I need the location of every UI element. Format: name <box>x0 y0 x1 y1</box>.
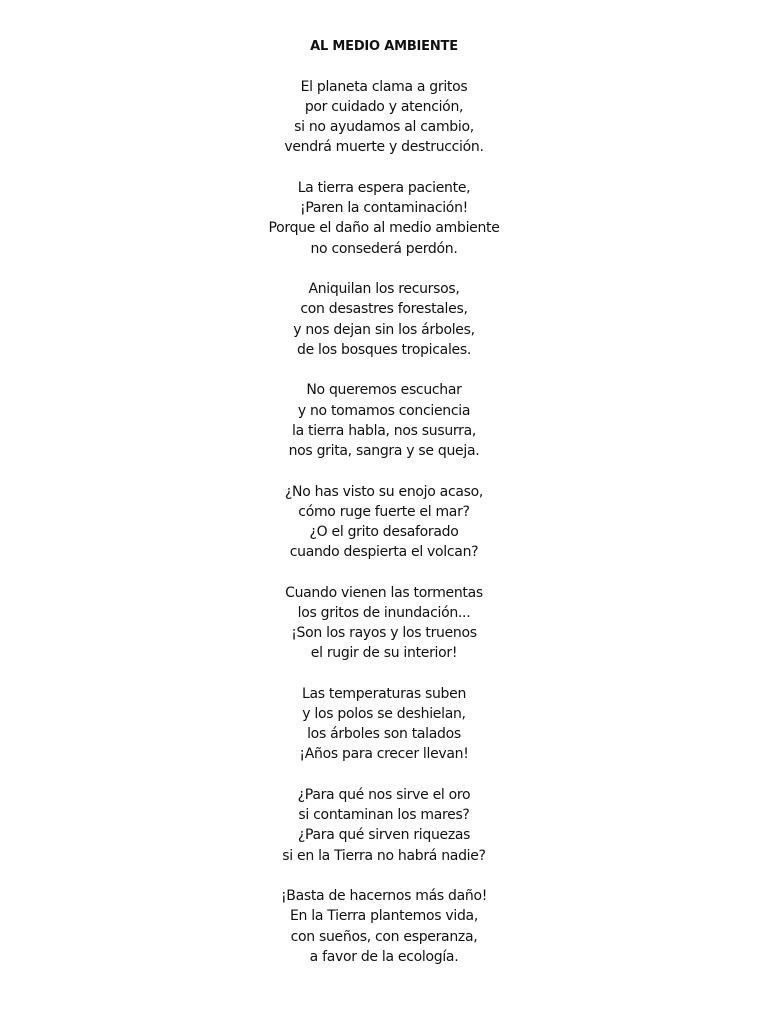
poem-line: si no ayudamos al cambio, <box>294 119 474 136</box>
poem-line: vendrá muerte y destrucción. <box>284 139 484 156</box>
poem-line: con desastres forestales, <box>300 301 468 318</box>
stanza <box>0 380 768 461</box>
poem-line: ¡Basta de hacernos más daño! <box>280 888 488 905</box>
poem-line: En la Tierra plantemos vida, <box>290 908 478 925</box>
poem-line: Cuando vienen las tormentas <box>285 584 483 601</box>
poem-line: la tierra habla, nos susurra, <box>291 422 477 439</box>
stanza <box>0 482 768 563</box>
poem-line: El planeta clama a gritos <box>300 79 468 95</box>
poem-line: el rugir de su interior! <box>310 645 458 662</box>
poem-line: cuando despierta el volcan? <box>289 544 479 561</box>
poem-line: ¡Paren la contaminación! <box>300 200 468 217</box>
poem-line: La tierra espera paciente, <box>297 180 471 197</box>
stanza <box>0 583 768 664</box>
poem-line: ¿Para qué nos sirve el oro <box>297 787 471 804</box>
poem-line: a favor de la ecología. <box>309 948 459 965</box>
poem-line: no consederá perdón. <box>310 240 458 257</box>
poem-body <box>0 77 768 987</box>
poem-line: los gritos de inundación... <box>297 604 471 621</box>
poem-line: los árboles son talados <box>307 726 461 743</box>
poem-line: Aniquilan los recursos, <box>308 281 460 298</box>
poem-line: ¿O el grito desaforado <box>309 523 459 540</box>
poem-line: No queremos escuchar <box>306 382 462 399</box>
stanza <box>0 886 768 967</box>
poem-line: nos grita, sangra y se queja. <box>288 442 480 459</box>
poem-line: y nos dejan sin los árboles, <box>293 321 475 338</box>
poem-line: ¿Para qué sirven riquezas <box>297 827 471 844</box>
poem-line: si contaminan los mares? <box>298 807 470 824</box>
stanza <box>0 684 768 765</box>
poem-line: y los polos se deshielan, <box>302 706 466 723</box>
stanza <box>0 178 768 259</box>
poem-line: Las temperaturas suben <box>301 685 467 702</box>
poem-line: ¿No has visto su enojo acaso, <box>284 483 484 500</box>
poem-line: por cuidado y atención, <box>304 99 464 116</box>
poem-title: AL MEDIO AMBIENTE <box>310 39 458 54</box>
poem-line: cómo ruge fuerte el mar? <box>298 503 470 520</box>
poem-line: de los bosques tropicales. <box>296 341 472 358</box>
stanza <box>0 77 768 158</box>
stanza <box>0 279 768 360</box>
poem-line: ¡Años para crecer llevan! <box>299 746 469 763</box>
poem-line: con sueños, con esperanza, <box>290 928 478 945</box>
stanza <box>0 785 768 866</box>
poem-line: y no tomamos conciencia <box>297 402 471 419</box>
poem-line: ¡Son los rayos y los truenos <box>291 625 477 642</box>
poem-line: si en la Tierra no habrá nadie? <box>282 847 486 864</box>
poem-line: Porque el daño al medio ambiente <box>268 220 500 237</box>
